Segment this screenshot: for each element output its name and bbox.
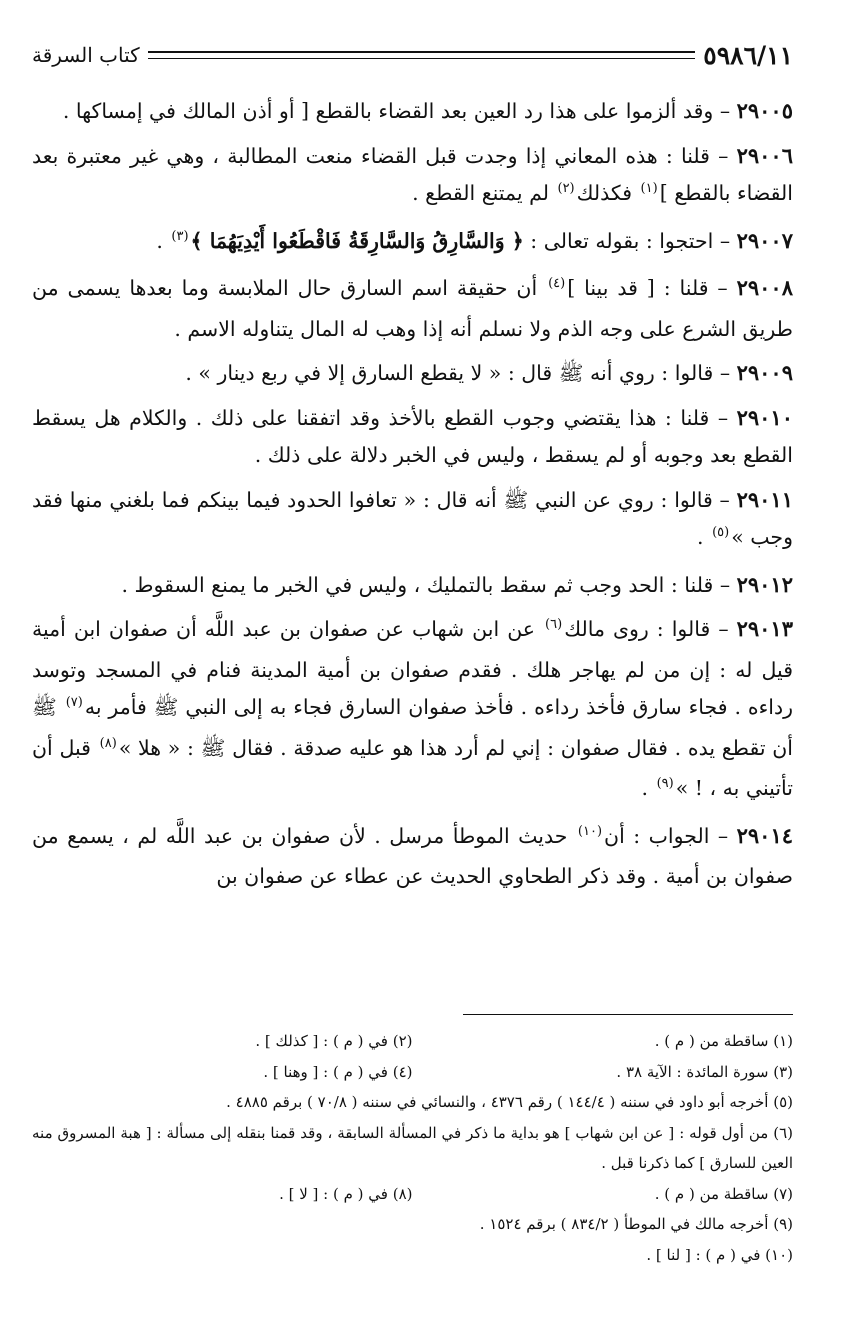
- footnote-4: (٤) في ( م ) : [ وهنا ] .: [263, 1062, 413, 1081]
- running-header: [32, 38, 793, 72]
- paragraph-text: – قلنا : هذه المعاني إذا وجدت قبل القضاء منعت المطالبة ، وهي غير معتبرة بعد القضاء بالقطع ]: [32, 143, 793, 205]
- paragraph-29014: [32, 817, 793, 896]
- paragraph-number: ٢٩٠١١: [736, 486, 793, 512]
- paragraph-29011: [32, 481, 793, 560]
- footnote-ref: (٩): [656, 776, 674, 791]
- footnote-ref: (٥): [712, 525, 730, 540]
- footnote-ref: (٤): [548, 276, 566, 291]
- paragraph-text: حديث الموطأ مرسل . لأن صفوان بن عبد اللَّه لم ، يسمع من صفوان بن أمية . وقد ذكر الطحاوي الحديث عن عطاء عن صفوان بن: [32, 823, 793, 888]
- paragraph-text: – احتجوا : بقوله تعالى :: [523, 228, 737, 253]
- paragraph-number: ٢٩٠٠٩: [736, 360, 793, 385]
- footnote-ref: (١): [640, 181, 658, 196]
- paragraph-29006: [32, 137, 793, 216]
- paragraph-text: فكذلك: [576, 181, 639, 205]
- paragraph-29009: [32, 354, 793, 393]
- paragraph-text: ﷺ أن تقطع يده . فقال صفوان : إني لم أرد هذا هو عليه صدقة . فقال ﷺ : « هلا »: [32, 695, 794, 760]
- paragraph-text: – قالوا : روي أنه ﷺ قال : « لا يقطع السارق إلا في ربع دينار » .: [185, 361, 737, 385]
- paragraph-29012: [32, 566, 793, 605]
- paragraph-text: لم يمتنع القطع .: [412, 181, 556, 205]
- paragraph-text: أن حقيقة اسم السارق حال الملابسة وما بعدها يسمى من طريق الشرع على وجه الذم ولا نسلم أنه إذا وهب له المال يتناوله الاسم .: [32, 276, 793, 341]
- paragraph-text: قبل أن تأتيني به ، ! »: [32, 735, 793, 800]
- footnote-row: [32, 1057, 793, 1088]
- footnote-ref: (٢): [557, 181, 575, 196]
- paragraph-number: ٢٩٠١٠: [736, 404, 793, 430]
- paragraph-text: .: [697, 525, 711, 549]
- main-text: [32, 92, 793, 902]
- footnote-row: [32, 1179, 793, 1210]
- chapter-title: كتاب السرقة: [32, 43, 140, 67]
- page-number: ٥٩٨٦/١١: [703, 40, 793, 70]
- footnote-2: (٢) في ( م ) : [ كذلك ] .: [255, 1032, 413, 1050]
- paragraph-text: – قالوا : روي عن النبي ﷺ أنه قال : « تعافوا الحدود فيما بينكم فما بلغني منها فقد وجب »: [32, 487, 793, 549]
- footnote-ref: (٧): [65, 695, 83, 710]
- paragraph-text: – قالوا : روى مالك: [564, 617, 737, 641]
- paragraph-number: ٢٩٠١٣: [736, 616, 793, 641]
- paragraph-text: – الجواب : أن: [604, 823, 737, 848]
- footnotes: [32, 1026, 793, 1270]
- paragraph-number: ٢٩٠١٢: [736, 571, 793, 597]
- paragraph-text: عن ابن شهاب عن صفوان بن عبد اللَّه أن صفوان ابن أمية قيل له : إن من لم يهاجر هلك . فقدم صفوان بن أمية المدينة فنام في المسجد وتوسد رداءه . فجاء سارق فأخذ رداءه . فأخذ صفوان السارق فجاء به إلى النبي ﷺ فأمر به: [32, 617, 793, 719]
- paragraph-29010: [32, 399, 793, 475]
- paragraph-29013: [32, 610, 793, 811]
- footnote-6: (٦) من أول قوله : [ عن ابن شهاب ] هو بداية ما ذكر في المسألة السابقة ، وقد قمنا بنقله إلى مسألة : [ هبة المسروق منه العين للسارق ] كما ذكرنا قبل .: [32, 1123, 793, 1172]
- paragraph-text: – قلنا : هذا يقتضي وجوب القطع بالأخذ وقد اتفقنا على ذلك . والكلام هل يسقط القطع بعد وجوبه أو لم يسقط ، وليس في الخبر دلالة على ذلك .: [32, 405, 793, 467]
- paragraph-29007: [32, 222, 793, 264]
- paragraph-29008: [32, 269, 793, 348]
- footnote-7: (٧) ساقطة من ( م ) .: [654, 1184, 793, 1203]
- paragraph-number: ٢٩٠٠٥: [736, 98, 793, 123]
- paragraph-text: – قلنا : [ قد بينا ]: [567, 276, 737, 300]
- paragraph-text: .: [156, 228, 170, 253]
- book-page: [32, 0, 793, 1343]
- quran-verse: ﴿ وَالسَّارِقُ وَالسَّارِقَةُ فَاقْطَعُوا أَيْدِيَهُمَا ﴾: [190, 228, 524, 253]
- footnote-10: (١٠) في ( م ) : [ لنا ] .: [646, 1245, 793, 1264]
- paragraph-text: – وقد ألزموا على هذا رد العين بعد القضاء بالقطع [ أو أذن المالك في إمساكها .: [62, 99, 737, 123]
- paragraph-number: ٢٩٠٠٧: [736, 227, 793, 253]
- footnote-1: (١) ساقطة من ( م ) .: [654, 1032, 793, 1050]
- footnote-ref: (٣): [171, 228, 189, 244]
- footnote-5: (٥) أخرجه أبو داود في سننه ( ١٤٤/٤ ) رقم ٤٣٧٦ ، والنسائي في سننه ( ٧٠/٨ ) برقم ٤٨٨٥ .: [226, 1093, 793, 1111]
- footnote-row: [32, 1026, 793, 1057]
- paragraph-number: ٢٩٠١٤: [736, 822, 794, 848]
- footnote-ref: (١٠): [577, 823, 603, 839]
- paragraph-text: – قلنا : الحد وجب ثم سقط بالتمليك ، وليس في الخبر ما يمنع السقوط .: [121, 572, 737, 597]
- footnote-8: (٨) في ( م ) : [ لا ] .: [279, 1184, 413, 1203]
- paragraph-number: ٢٩٠٠٨: [736, 275, 793, 300]
- paragraph-text: .: [641, 776, 655, 800]
- footnotes-divider: [463, 1014, 793, 1015]
- header-rule: [148, 51, 696, 59]
- paragraph-number: ٢٩٠٠٦: [736, 142, 793, 168]
- footnote-9: (٩) أخرجه مالك في الموطأ ( ٨٣٤/٢ ) برقم ١٥٢٤ .: [479, 1215, 793, 1233]
- footnote-ref: (٦): [545, 617, 563, 632]
- footnote-ref: (٨): [99, 735, 117, 751]
- footnote-3: (٣) سورة المائدة : الآية ٣٨ .: [616, 1062, 793, 1081]
- paragraph-29005: [32, 92, 793, 131]
